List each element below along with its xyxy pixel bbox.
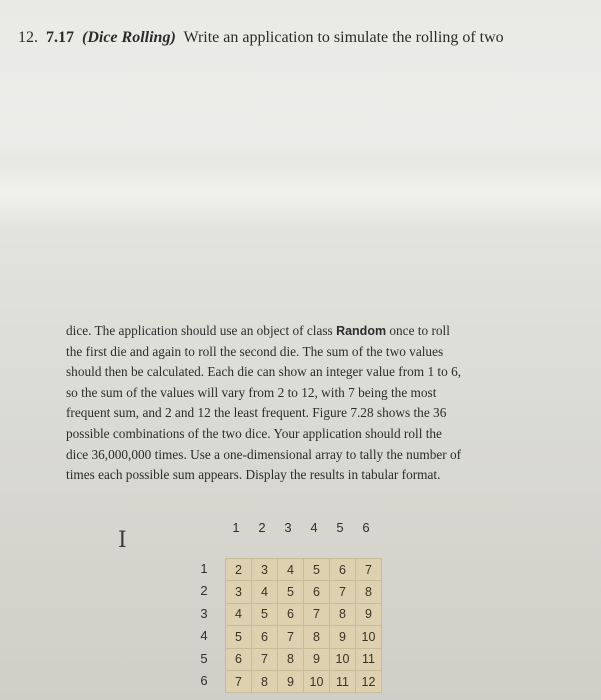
table-cell: 2 [226,559,252,581]
table-cell: 4 [252,581,278,603]
table-cell: 7 [330,581,356,603]
table-cell: 7 [252,649,278,671]
table-cell: 3 [252,559,278,581]
page-glare [0,160,601,230]
table-cell: 6 [304,581,330,603]
column-header: 4 [310,520,318,535]
body-line: should then be calculated. Each die can show an integer value from 1 to 6, [66,364,462,380]
table-cell: 8 [304,626,330,648]
body-line: frequent sum, and 2 and 12 the least frequent. Figure 7.28 shows the 36 [66,405,447,421]
row-header: 2 [200,583,208,598]
column-header: 3 [284,520,292,535]
table-cell: 5 [226,626,252,648]
row-header: 5 [200,651,208,666]
table-cell: 5 [252,604,278,626]
row-header: 1 [200,561,208,576]
problem-header [18,28,588,48]
table-cell: 4 [226,604,252,626]
body-line: times each possible sum appears. Display the results in tabular format. [66,467,441,483]
table-cell: 9 [304,649,330,671]
table-cell: 8 [330,604,356,626]
table-cell: 6 [278,604,304,626]
table-cell: 9 [356,604,382,626]
column-header: 2 [258,520,266,535]
table-cell: 11 [356,649,382,671]
table-cell: 10 [304,671,330,693]
table-cell: 6 [226,649,252,671]
class-name-random: Random [336,324,387,338]
body-line: the first die and again to roll the second die. The sum of the two values [66,343,444,359]
table-cell: 6 [330,559,356,581]
table-cell: 5 [278,581,304,603]
body-line: dice. The application should use an object of class Random once to roll [66,323,450,338]
text-cursor-icon: I [118,528,127,553]
table-cell: 9 [330,626,356,648]
row-header: 3 [200,606,208,621]
sum-grid [225,558,382,693]
table-cell: 7 [226,671,252,693]
table-cell: 8 [252,671,278,693]
problem-title: (Dice Rolling) [82,29,176,46]
table-cell: 12 [356,671,382,693]
table-cell: 9 [278,671,304,693]
table-cell: 5 [304,559,330,581]
problem-body [66,321,521,486]
column-header: 6 [362,520,370,535]
column-header: 5 [336,520,344,535]
table-cell: 8 [278,649,304,671]
table-cell: 8 [356,581,382,603]
row-header: 4 [200,628,208,643]
table-cell: 4 [278,559,304,581]
body-line: so the sum of the values will vary from 2 to 12, with 7 being the most [66,384,437,400]
table-cell: 10 [356,626,382,648]
body-line: possible combinations of the two dice. Your application should roll the [66,425,442,441]
problem-number: 12. [18,29,38,46]
table-cell: 6 [252,626,278,648]
table-cell: 7 [278,626,304,648]
problem-intro: Write an application to simulate the rolling of two [183,29,504,46]
table-cell: 7 [356,559,382,581]
table-cell: 10 [330,649,356,671]
table-cell: 11 [330,671,356,693]
body-line: dice 36,000,000 times. Use a one-dimensional array to tally the number of [66,446,462,462]
section-number: 7.17 [46,29,74,46]
table-cell: 7 [304,604,330,626]
table-cell: 3 [226,581,252,603]
column-header: 1 [232,520,240,535]
row-header: 6 [200,673,208,688]
